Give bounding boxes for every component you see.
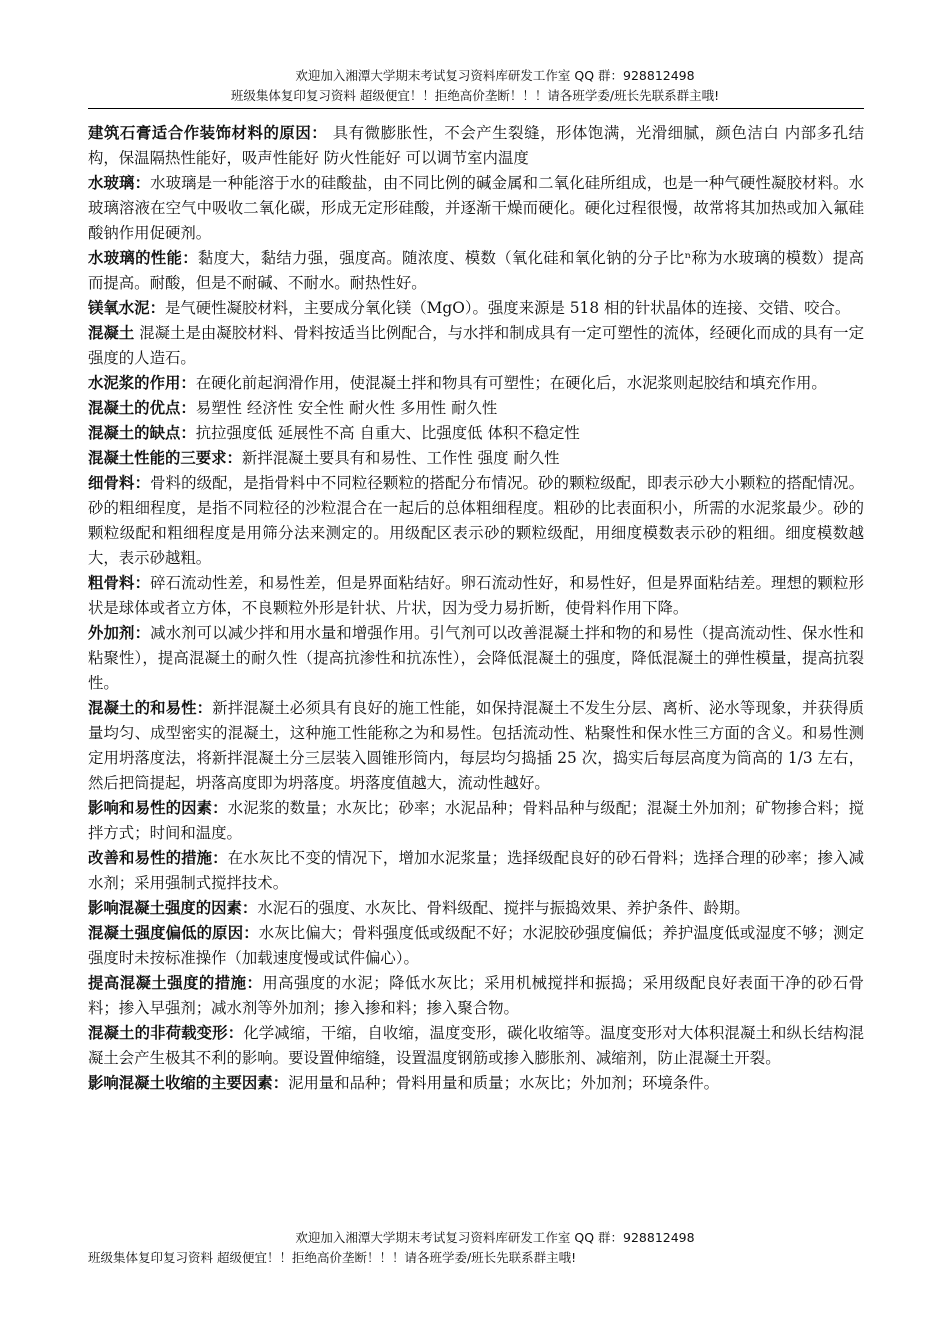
paragraph — [88, 471, 864, 571]
paragraph — [88, 1071, 864, 1096]
page-footer — [0, 1228, 950, 1268]
paragraph-term: 混凝土 — [88, 324, 135, 342]
paragraph — [88, 846, 864, 896]
paragraph-term: 混凝土的和易性： — [88, 699, 213, 717]
paragraph — [88, 321, 864, 371]
paragraph-text: 在硬化前起润滑作用，使混凝土拌和物具有可塑性；在硬化后，水泥浆则起胶结和填充作用。 — [195, 374, 827, 392]
paragraph — [88, 296, 864, 321]
footer-line-2: 班级集体复印复习资料 超级便宜！！拒绝高价垄断！！！请各班学委/班长先联系群主哦! — [88, 1250, 577, 1265]
paragraph-text: 骨料的级配，是指骨料中不同粒径颗粒的搭配分布情况。砂的颗粒级配，即表示砂大小颗粒的搭配情况。砂的粗细程度，是指不同粒径的沙粒混合在一起后的总体粗细程度。粗砂的比表面积小，所需的水泥浆最少。砂的颗粒级配和粗细程度是用筛分法来测定的。用级配区表示砂的颗粒级配，用细度模数表示砂的粗细。细度模数越大，表示砂越粗。 — [88, 474, 864, 567]
paragraph-term: 混凝土的优点： — [88, 399, 196, 417]
paragraph — [88, 971, 864, 1021]
paragraph-term: 提高混凝土强度的措施： — [88, 974, 263, 992]
paragraph-text: 水泥浆的数量；水灰比；砂率；水泥品种；骨料品种与级配；混凝土外加剂；矿物掺合料；搅拌方式；时间和温度。 — [88, 799, 864, 842]
paragraph-text: 水玻璃是一种能溶于水的硅酸盐，由不同比例的碱金属和二氧化硅所组成，也是一种气硬性凝胶材料。水玻璃溶液在空气中吸收二氧化碳，形成无定形硅酸，并逐渐干燥而硬化。硬化过程很慢，故常将其加热或加入氟硅酸钠作用促硬剂。 — [88, 174, 864, 242]
paragraph-text: 在水灰比不变的情况下，增加水泥浆量；选择级配良好的砂石骨料；选择合理的砂率；掺入减水剂；采用强制式搅拌技术。 — [88, 849, 864, 892]
paragraph-term: 外加剂： — [88, 624, 151, 642]
paragraph-term: 粗骨料： — [88, 574, 151, 592]
header-divider — [88, 108, 864, 109]
paragraph-text: 减水剂可以减少拌和用水量和增强作用。引气剂可以改善混凝土拌和物的和易性（提高流动性、保水性和粘聚性），提高混凝土的耐久性（提高抗渗性和抗冻性），会降低混凝土的强度，降低混凝土的弹性模量，提高抗裂性。 — [88, 624, 864, 692]
paragraph-term: 细骨料： — [88, 474, 151, 492]
paragraph-text: 具有微膨胀性，不会产生裂缝，形体饱满，光滑细腻，颜色洁白 内部多孔结构，保温隔热性能好，吸声性能好 防火性能好 可以调节室内温度 — [88, 124, 864, 167]
paragraph — [88, 696, 864, 796]
paragraph-term: 影响和易性的因素： — [88, 799, 228, 817]
paragraph-text: 水泥石的强度、水灰比、骨料级配、搅拌与振捣效果、养护条件、龄期。 — [257, 899, 750, 917]
paragraph-text: 水灰比偏大；骨料强度低或级配不好；水泥胶砂强度偏低；养护温度低或湿度不够；测定强度时未按标准操作（加载速度慢或试件偏心）。 — [88, 924, 864, 967]
paragraph-text: 是气硬性凝胶材料，主要成分氧化镁（MgO）。强度来源是 518 相的针状晶体的连接、交错、咬合。 — [164, 299, 851, 317]
paragraph — [88, 1021, 864, 1071]
paragraph — [88, 421, 864, 446]
document-body — [88, 121, 864, 1096]
paragraph-text: 泥用量和品种；骨料用量和质量；水灰比；外加剂；环境条件。 — [288, 1074, 720, 1092]
paragraph — [88, 921, 864, 971]
paragraph-text: 碎石流动性差，和易性差，但是界面粘结好。卵石流动性好，和易性好，但是界面粘结差。理想的颗粒形状是球体或者立方体，不良颗粒外形是针状、片状，因为受力易折断，使骨料作用下降。 — [88, 574, 864, 617]
paragraph-term: 影响混凝土收缩的主要因素： — [88, 1074, 289, 1092]
paragraph-term: 水泥浆的作用： — [88, 374, 196, 392]
paragraph-text: 用高强度的水泥；降低水灰比；采用机械搅拌和振捣；采用级配良好表面干净的砂石骨料；掺入早强剂；减水剂等外加剂；掺入掺和料；掺入聚合物。 — [88, 974, 864, 1017]
paragraph — [88, 246, 864, 296]
paragraph-term: 混凝土强度偏低的原因： — [88, 924, 259, 942]
paragraph-term: 混凝土性能的三要求： — [88, 449, 242, 467]
paragraph-text: 新拌混凝土必须具有良好的施工性能，如保持混凝土不发生分层、离析、泌水等现象，并获得质量均匀、成型密实的混凝土，这种施工性能称之为和易性。包括流动性、粘聚性和保水性三方面的含义。和易性测定用坍落度法，将新拌混凝土分三层装入圆锥形筒内，每层均匀捣插 25 次，捣实后每层高度为筒高的 1/3 左右，然后把筒提起，坍落高度即为坍落度。坍落度值越大，流动性越好。 — [88, 699, 864, 792]
paragraph-term: 水玻璃： — [88, 174, 151, 192]
paragraph — [88, 571, 864, 621]
paragraph-term: 改善和易性的措施： — [88, 849, 228, 867]
paragraph-term: 混凝土的非荷载变形： — [88, 1024, 244, 1042]
paragraph-text: 混凝土是由凝胶材料、骨料按适当比例配合，与水拌和制成具有一定可塑性的流体，经硬化而成的具有一定强度的人造石。 — [88, 324, 864, 367]
paragraph-text: 化学减缩，干缩，自收缩，温度变形，碳化收缩等。温度变形对大体积混凝土和纵长结构混凝土会产生极其不利的影响。要设置伸缩缝，设置温度钢筋或掺入膨胀剂、减缩剂，防止混凝土开裂。 — [88, 1024, 864, 1067]
paragraph — [88, 446, 864, 471]
header-line-1: 欢迎加入湘潭大学期末考试复习资料库研发工作室 QQ 群：928812498 — [295, 68, 695, 83]
paragraph — [88, 371, 864, 396]
paragraph-term: 镁氧水泥： — [88, 299, 165, 317]
paragraph — [88, 121, 864, 171]
paragraph-term: 混凝土的缺点： — [88, 424, 196, 442]
paragraph-term: 影响混凝土强度的因素： — [88, 899, 258, 917]
paragraph-text: 黏度大，黏结力强，强度高。随浓度、模数（氧化硅和氧化钠的分子比ⁿ称为水玻璃的模数）提高而提高。耐酸，但是不耐碱、不耐水。耐热性好。 — [88, 249, 864, 292]
paragraph-term: 建筑石膏适合作装饰材料的原因： — [88, 124, 328, 142]
paragraph-text: 易塑性 经济性 安全性 耐火性 多用性 耐久性 — [195, 399, 498, 417]
paragraph-term: 水玻璃的性能： — [88, 249, 198, 267]
paragraph — [88, 796, 864, 846]
paragraph — [88, 396, 864, 421]
paragraph — [88, 896, 864, 921]
paragraph-text: 新拌混凝土要具有和易性、工作性 强度 耐久性 — [241, 449, 560, 467]
header-line-2: 班级集体复印复习资料 超级便宜！！拒绝高价垄断！！！请各班学委/班长先联系群主哦! — [230, 88, 720, 103]
page-header — [0, 66, 950, 106]
paragraph — [88, 171, 864, 246]
paragraph-text: 抗拉强度低 延展性不高 自重大、比强度低 体积不稳定性 — [195, 424, 580, 442]
paragraph — [88, 621, 864, 696]
footer-line-1: 欢迎加入湘潭大学期末考试复习资料库研发工作室 QQ 群：928812498 — [295, 1230, 695, 1245]
